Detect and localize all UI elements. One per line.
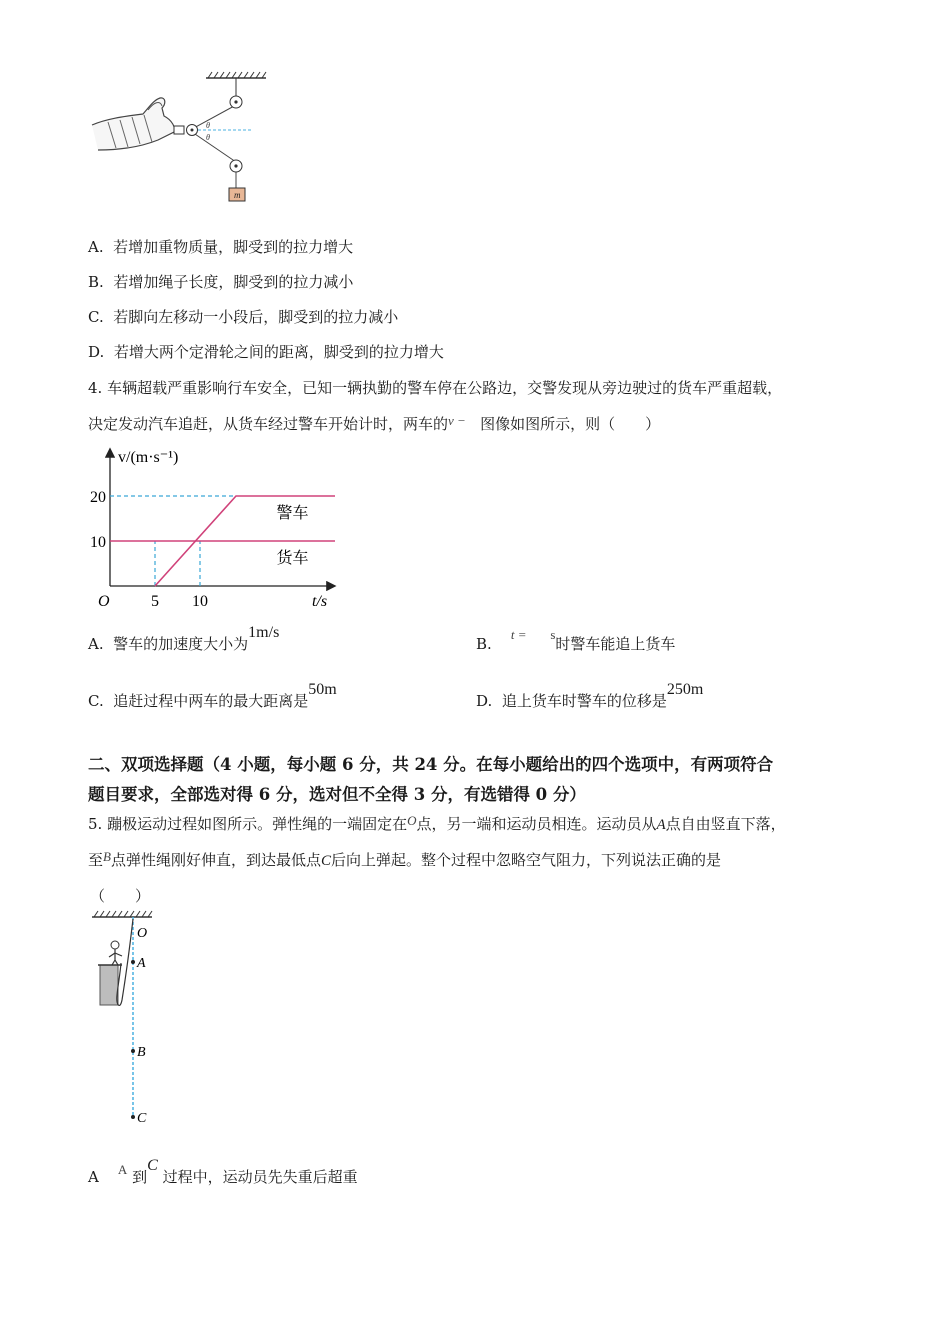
option-text: 警车的加速度大小为 xyxy=(113,635,249,653)
q4-stem-line1: 4. 车辆超载严重影响行车安全，已知一辆执勤的警车停在公路边，交警发现从旁边驶过的货车严重超载， xyxy=(88,379,783,397)
x-tick-5: 5 xyxy=(151,593,159,610)
q5-text-e: 点弹性绳刚好伸直，到达最低点 xyxy=(110,851,321,869)
q4-stem-text-b: 图像如图所示，则（ ） xyxy=(480,415,661,433)
q5-stem-line1 xyxy=(88,813,786,834)
option-a-to: C xyxy=(147,1157,158,1174)
q3-option-b[interactable] xyxy=(88,271,353,292)
x-tick-10: 10 xyxy=(192,593,208,610)
option-text: 追赶过程中两车的最大距离是 xyxy=(113,692,309,710)
q4-stem-v: v − xyxy=(448,413,466,428)
option-a-from: A xyxy=(117,1162,128,1177)
bungee-figure xyxy=(90,905,180,1135)
q4-option-c[interactable] xyxy=(88,681,337,711)
q3-option-c[interactable] xyxy=(88,306,398,327)
q5-text-c: 点自由竖直下落， xyxy=(665,815,786,833)
option-text: 若脚向左移动一小段后，脚受到的拉力减小 xyxy=(113,308,399,326)
point-b-label: B xyxy=(137,1045,146,1060)
legend-truck: 货车 xyxy=(276,548,309,567)
point-c-label: C xyxy=(137,1111,147,1126)
q5-text-b: 点，另一端和运动员相连。运动员从 xyxy=(416,815,657,833)
option-letter: A. xyxy=(88,238,104,256)
option-c-value: 50m xyxy=(308,681,337,698)
option-text: 过程中，运动员先失重后超重 xyxy=(162,1168,358,1186)
option-letter: D. xyxy=(88,343,105,361)
q5-text-a: 5. 蹦极运动过程如图所示。弹性绳的一端固定在 xyxy=(88,815,408,833)
q5-point-a: A xyxy=(656,817,666,833)
option-letter: B. xyxy=(88,273,104,291)
legend-police-car: 警车 xyxy=(276,503,309,522)
section2-heading-line1: 二、双项选择题（4 小题，每小题 6 分，共 24 分。在每小题给出的四个选项中，有两项符合 xyxy=(88,755,774,774)
q4-stem-text-a: 决定发动汽车追赶，从货车经过警车开始计时，两车的 xyxy=(88,415,449,433)
q5-option-a[interactable] xyxy=(88,1157,358,1187)
option-letter: A. xyxy=(88,635,104,653)
option-text: 若增加重物质量，脚受到的拉力增大 xyxy=(113,238,354,256)
traction-figure xyxy=(88,70,278,210)
option-d-value: 250m xyxy=(666,681,704,698)
option-a-value: 1m/s xyxy=(248,624,280,641)
q5-text-d: 至 xyxy=(88,851,104,869)
theta-bottom-label: θ xyxy=(206,133,210,142)
y-tick-10: 10 xyxy=(90,534,106,551)
point-a-label: A xyxy=(137,956,146,971)
option-text: 追上货车时警车的位移是 xyxy=(501,692,667,710)
q4-option-b[interactable] xyxy=(476,627,676,654)
point-o-label: O xyxy=(137,926,148,941)
q5-stem-line2 xyxy=(88,849,721,870)
q5-stem-line3: （ ） xyxy=(90,887,151,905)
option-a-to-word: 到 xyxy=(132,1168,148,1186)
q4-stem-line2 xyxy=(88,413,660,434)
option-letter: A xyxy=(88,1168,99,1186)
q4-option-a[interactable] xyxy=(88,624,280,654)
option-text: 时警车能追上货车 xyxy=(555,635,676,653)
option-b-mark: s xyxy=(550,627,556,642)
q5-point-o: O xyxy=(407,813,417,828)
origin-label: O xyxy=(98,593,110,610)
option-letter: D. xyxy=(476,692,493,710)
x-axis-label: t/s xyxy=(312,593,328,610)
option-text: 若增加绳子长度，脚受到的拉力减小 xyxy=(113,273,354,291)
q5-text-f: 后向上弹起。整个过程中忽略空气阻力，下列说法正确的是 xyxy=(331,851,722,869)
mass-label: m xyxy=(234,190,241,200)
vt-chart xyxy=(92,440,352,615)
y-axis-label: v/(m·s⁻¹) xyxy=(118,449,179,466)
option-text: 若增大两个定滑轮之间的距离，脚受到的拉力增大 xyxy=(113,343,444,361)
section2-heading-line2: 题目要求，全部选对得 6 分，选对但不全得 3 分，有选错得 0 分） xyxy=(88,785,586,804)
q5-point-c: C xyxy=(320,853,331,869)
theta-top-label: θ xyxy=(206,121,210,130)
q4-option-d[interactable] xyxy=(476,681,704,711)
q3-option-d[interactable] xyxy=(88,341,444,362)
q5-point-b: B xyxy=(103,849,111,864)
option-b-t: t = xyxy=(510,627,527,642)
option-letter: C. xyxy=(88,308,104,326)
option-letter: B. xyxy=(476,635,492,653)
option-letter: C. xyxy=(88,692,104,710)
y-tick-20: 20 xyxy=(90,489,106,506)
q3-option-a[interactable] xyxy=(88,236,353,257)
